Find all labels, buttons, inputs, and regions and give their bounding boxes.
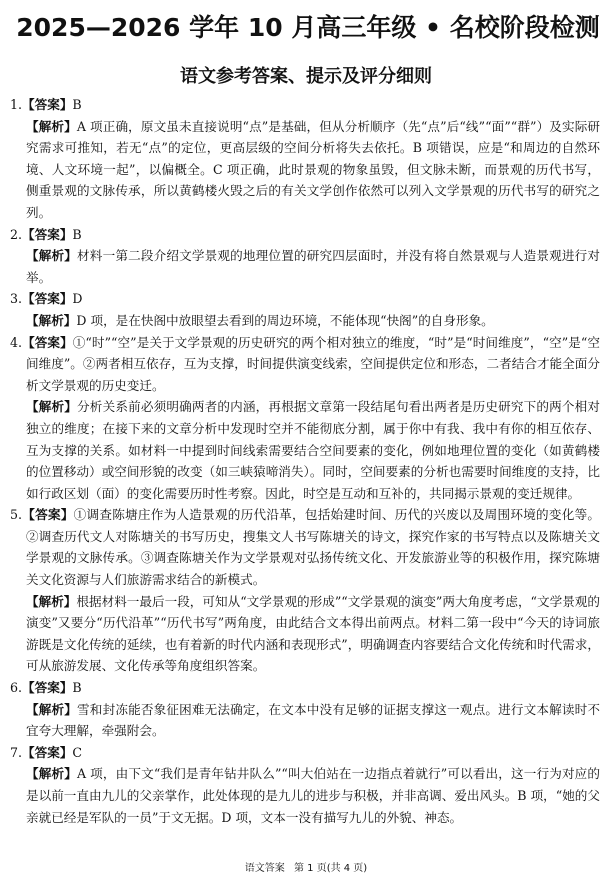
analysis-tag: 【解析】 bbox=[26, 118, 77, 134]
answer-line bbox=[10, 224, 600, 246]
answer-item bbox=[10, 332, 600, 505]
answer-list bbox=[10, 94, 600, 828]
question-number: 2. bbox=[10, 226, 23, 242]
analysis-tag: 【解析】 bbox=[26, 701, 78, 717]
analysis-text: A 项正确，原文虽未直接说明“点”是基础，但从分析顺序（先“点”后“线”“面”“群”）及实际研究需求可推知，若无“点”的定位，更高层级的空间分析将失去依托。B 项错误，应是“和周边的自然环境、人文环境一起”，以偏概全。C 项正确，此时景观的物象虽毁，但文脉未断，而景观的历代书写，侧重景观的文脉传承，所以黄鹤楼火毁之后的有关文学创作依然可以列入文学景观的历代书写的研究之列。 bbox=[26, 118, 601, 220]
analysis-text: D 项，是在快阁中放眼望去看到的周边环境，不能体现“快阁”的自身形象。 bbox=[76, 312, 494, 328]
analysis-text: 根据材料一最后一段，可知从“文学景观的形成”“文学景观的演变”两大角度考虑，“文学景观的演变”又要分“历代沿革”“历代书写”两角度，由此结合文本得出前两点。材料二第一段中“今天的诗词旅游既是文化传统的延续，也有着新的时代内涵和表现形式”，明确调查内容要结合文化传统和时代需求，可从旅游发展、文化传承等角度组织答案。 bbox=[26, 593, 600, 674]
analysis-tag: 【解析】 bbox=[26, 312, 77, 328]
page-subtitle: 语文参考答案、提示及评分细则 bbox=[180, 66, 432, 87]
analysis-paragraph bbox=[10, 591, 600, 677]
question-number: 5. bbox=[10, 507, 23, 523]
answer-line bbox=[10, 504, 600, 590]
analysis-tag: 【解析】 bbox=[26, 593, 77, 609]
answer-item bbox=[10, 742, 600, 828]
answer-item bbox=[10, 224, 600, 289]
answer-text: D bbox=[72, 291, 83, 307]
answer-tag: 【答案】 bbox=[22, 744, 73, 760]
footer-subject: 语文答案 bbox=[244, 863, 285, 874]
answer-text: B bbox=[72, 97, 82, 112]
analysis-text: A 项，由下文“我们是青年钻井队么”“叫大伯站在一边指点着就行”可以看出，这一行为对应的是以前一直由九儿的父亲掌作，此处体现的是九儿的进步与积极，并非高调、爱出风头。B 项，“她的父亲就已经是军队的一员”于文无据。D 项，文本一没有描写九儿的外貌、神态。 bbox=[26, 766, 601, 825]
answer-text: ①调查陈塘庄作为人造景观的历代沿革，包括始建时间、历代的兴废以及周围环境的变化等。②调查历代文人对陈塘关的书写历史，搜集文人书写陈塘关的诗文，探究作家的书写特点以及陈塘关文学景观的文脉传承。③调查陈塘关作为文学景观对弘扬传统文化、开发旅游业等的积极作用，探究陈塘关文化资源与人们旅游需求结合的新模式。 bbox=[26, 507, 600, 588]
question-number: 3. bbox=[10, 291, 23, 307]
answer-tag: 【答案】 bbox=[22, 334, 73, 350]
answer-line bbox=[10, 677, 600, 699]
analysis-text: 雪和封冻能否象征困难无法确定，在文本中没有足够的证据支撑这一观点。进行文本解读时不宜夸大理解，牵强附会。 bbox=[26, 701, 601, 739]
question-number: 7. bbox=[10, 744, 23, 760]
answer-tag: 【答案】 bbox=[22, 226, 73, 242]
answer-tag: 【答案】 bbox=[22, 97, 73, 112]
answer-item bbox=[10, 94, 600, 224]
analysis-text: 材料一第二段介绍文学景观的地理位置的研究四层面时，并没有将自然景观与人造景观进行对举。 bbox=[26, 248, 601, 285]
analysis-tag: 【解析】 bbox=[26, 766, 77, 782]
question-number: 4. bbox=[10, 334, 23, 350]
answer-line bbox=[10, 742, 600, 764]
answer-line bbox=[10, 332, 600, 397]
analysis-text: 分析关系前必须明确两者的内涵，再根据文章第一段结尾句看出两者是历史研究下的两个相对独立的维度；在接下来的文章分析中发现时空并不能彻底分割，属于你中有我、我中有你的相互依存、互为支撑的关系。如材料一中提到时间线索需要结合空间要素的变化，例如地理位置的变化（如黄鹤楼的位置移动）或空间形貌的改变（如三峡猿啼消失）。同时，空间要素的分析也需要时间维度的支持，比如行政区划（面）的变化需要历时性考察。因此，时空是互动和互补的，共同揭示景观的变迁规律。 bbox=[26, 399, 601, 501]
answer-text: C bbox=[72, 744, 83, 760]
answer-item bbox=[10, 504, 600, 677]
answer-line bbox=[10, 94, 600, 116]
footer-page-number: 第 1 页(共 4 页) bbox=[293, 863, 368, 874]
analysis-tag: 【解析】 bbox=[26, 248, 78, 264]
page-footer bbox=[0, 860, 612, 878]
answer-text: ①“时”“空”是关于文学景观的历史研究的两个相对独立的维度，“时”是“时间维度”，“空”是“空间维度”。②两者相互依存，互为支撑，时间提供演变线索，空间提供定位和形态，二者结合才能全面分析文学景观的历史变迁。 bbox=[26, 334, 600, 393]
answer-line bbox=[10, 288, 600, 310]
answer-item bbox=[10, 288, 600, 331]
analysis-tag: 【解析】 bbox=[26, 399, 78, 415]
analysis-paragraph bbox=[10, 245, 600, 288]
answer-tag: 【答案】 bbox=[22, 291, 73, 307]
answer-text: B bbox=[72, 226, 82, 242]
analysis-paragraph bbox=[10, 116, 600, 224]
page-title: 2025—2026 学年 10 月高三年级 • 名校阶段检测 bbox=[16, 13, 600, 42]
analysis-paragraph bbox=[10, 763, 600, 828]
answer-tag: 【答案】 bbox=[22, 680, 73, 696]
analysis-paragraph bbox=[10, 396, 600, 504]
analysis-paragraph bbox=[10, 699, 600, 742]
question-number: 6. bbox=[10, 680, 23, 696]
answer-item bbox=[10, 677, 600, 742]
answer-text: B bbox=[72, 680, 82, 696]
answer-tag: 【答案】 bbox=[22, 507, 74, 523]
analysis-paragraph bbox=[10, 310, 600, 332]
question-number: 1. bbox=[10, 97, 23, 112]
